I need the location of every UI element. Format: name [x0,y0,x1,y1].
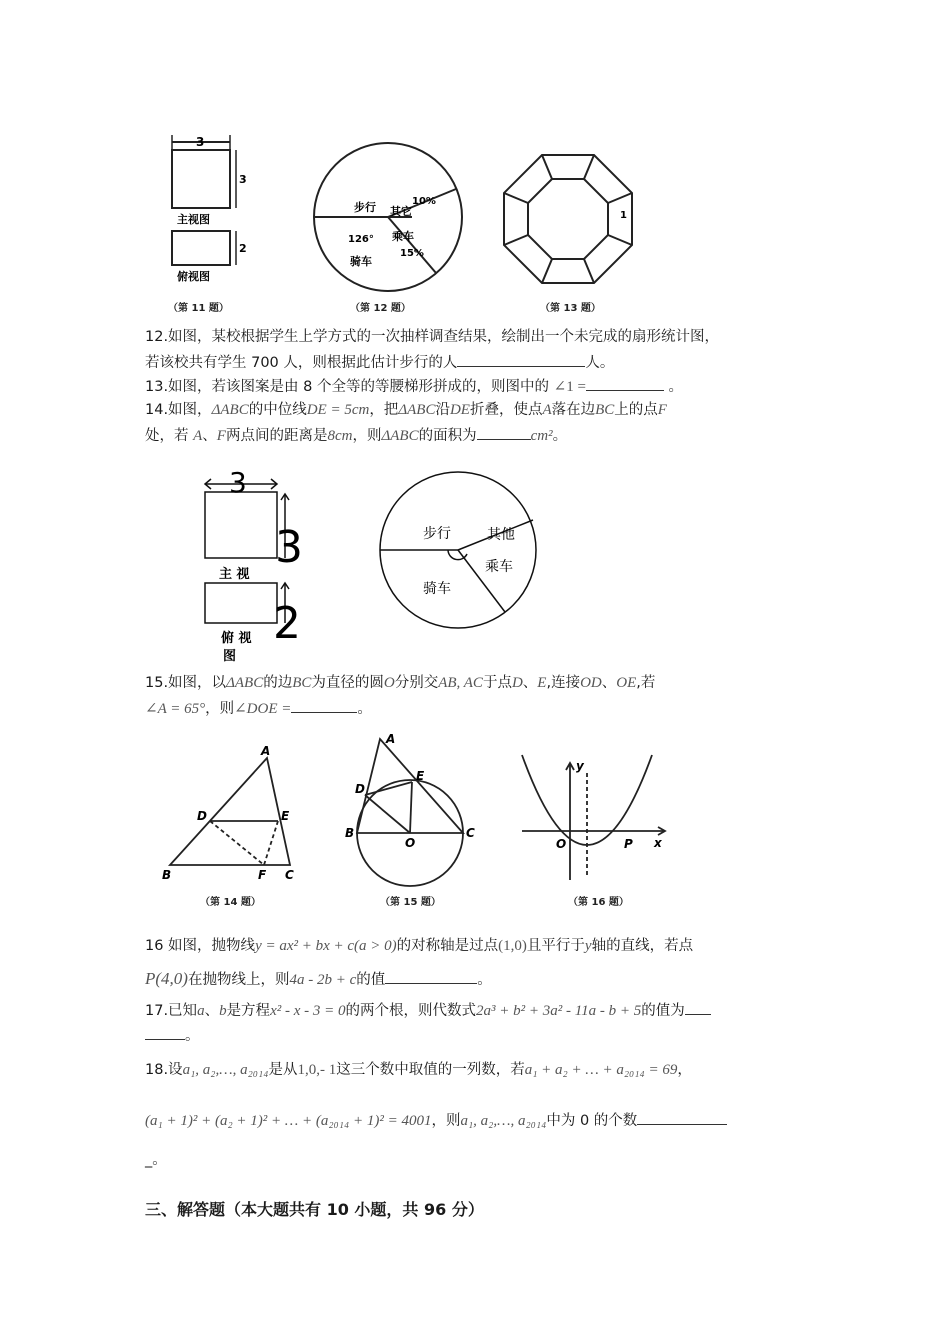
q15-m5: D [511,675,523,691]
q18-t5: ，则 [431,1113,461,1129]
q17-t5: 的值为 [641,1003,685,1019]
q15-m8: OE [616,675,637,691]
q12-text: 若该校共有学生 700 人，则根据此估计步行的人 [145,355,458,371]
q15-m2: BC [292,675,312,691]
q14-m12: cm² [530,428,553,444]
q18-m3: a₁ + a₂ + … + a₂₀₁₄ = 69 [524,1062,678,1078]
q14-m7: F [657,402,667,418]
q14-m6: BC [595,402,615,418]
fig13-octagon [504,155,632,283]
mid-dim-front: 3 [275,522,303,573]
q14-t7: 上的点 [614,402,658,418]
q14-t2: 的中位线 [248,402,307,418]
top-figures [150,125,650,320]
mid-bike: 骑车 [423,581,451,597]
q14-m5: A [542,402,552,418]
mid-dim-top: 3 [229,470,247,499]
q17-answer-blank-a[interactable] [685,1000,711,1015]
q15-t2: 的边 [263,675,293,691]
fig15-caption: （第 15 题） [380,897,441,908]
q18-m2: 1,0,- 1 [297,1062,337,1078]
mid-label-top2: 图 [223,649,237,664]
fig14-C: C [285,868,294,882]
q17-m2: b [219,1003,227,1019]
q14-t3: ，把 [369,402,399,418]
q17-answer-blank-b[interactable] [145,1025,185,1040]
fig13-caption: （第 13 题） [540,303,601,314]
fig15-B: B [345,826,355,840]
q17-m4: 2a³ + b² + 3a² - 11a - b + 5 [476,1003,642,1019]
fig15-D: D [355,782,365,796]
q15-answer-blank[interactable] [291,698,357,713]
q15-m4: AB, AC [438,675,483,691]
fig16-x: x [654,836,662,850]
q14-t13: 。 [552,428,568,444]
q15-t8: 、 [601,675,617,691]
q15-t3: 为直径的圆 [311,675,384,691]
q13-answer-blank[interactable] [586,376,664,391]
q15-t9: ,若 [636,675,656,691]
fig11-label-front: 主视图 [177,213,210,226]
fig16-O: O [556,837,567,851]
q14-t1: 14.如图， [145,402,212,418]
section-3-heading: 三、解答题（本大题共有 10 小题，共 96 分） [145,1200,484,1219]
q15-m3: O [383,675,395,691]
fig16-y: y [576,759,584,773]
q16-t2: 的对称轴是过点 [396,938,499,954]
q14-t10: 两点间的距离是 [225,428,328,444]
q18-m4: (a₁ + 1)² + (a₂ + 1)² + … + (a₂₀₁₄ + 1)² = 4001 [145,1113,432,1129]
q14-t5: 折叠，使点 [469,402,543,418]
fig11-label-top: 俯视图 [177,270,210,283]
q16-m2: (1,0) [498,938,527,954]
q12-answer-blank[interactable] [457,352,585,367]
q14-t6: 落在边 [551,402,596,418]
fig14-D: D [197,809,207,823]
q13-angle: ∠1 = [553,379,586,395]
q15-m1: ΔABC [226,675,264,691]
fig14 [170,758,290,865]
q16-line1 [145,936,693,956]
q15-m10: ∠DOE = [234,701,292,717]
q15-t7: ,连接 [546,675,581,691]
q17-line2 [145,1025,200,1046]
q14-answer-blank[interactable] [477,425,531,440]
fig11-dim-top: 3 [196,135,205,149]
fig11-dim-front: 3 [239,173,247,186]
low-figures [150,725,695,915]
q16-t5: 在抛物线上，则 [187,972,290,988]
mid-dim-topview: 2 [273,598,301,649]
q14-line1 [145,400,667,420]
fig15 [357,739,463,886]
fig12-walk: 步行 [354,201,376,214]
q14-t8: 处，若 [145,428,189,444]
fig11-dim-topview: 2 [239,242,247,255]
fig13-angle-label: 1 [620,210,627,221]
q14-t9: 、 [202,428,217,444]
fig14-E: E [281,809,290,823]
q18-t7: _。 [145,1152,167,1168]
fig14-A: A [261,744,271,758]
q17-t2: 、 [204,1003,220,1019]
mid-label-front: 主 视 [219,567,250,582]
q15-t6: 、 [522,675,538,691]
q17-m3: x² - x - 3 = 0 [270,1003,346,1019]
q16-t6: 的值 [356,972,386,988]
q14-m11: ΔABC [381,428,419,444]
q17-t3: 是方程 [226,1003,271,1019]
q16-answer-blank[interactable] [385,969,477,984]
fig12-caption: （第 12 题） [350,303,411,314]
q16-m3: y [584,938,592,954]
q14-m3: ΔABC [398,402,436,418]
fig14-B: B [162,868,172,882]
q18-t6: 中为 0 的个数 [546,1113,638,1129]
q14-m4: DE [449,402,470,418]
q18-t2: 是从 [268,1062,298,1078]
fig12-ride-pct: 15% [400,248,424,259]
fig14-caption: （第 14 题） [200,897,261,908]
q17-t6: 。 [185,1028,200,1044]
q12-line2 [145,352,614,373]
q18-t3: 这三个数中取值的一列数，若 [336,1062,525,1078]
q12-line1: 12.如图，某校根据学生上学方式的一次抽样调查结果，绘制出一个未完成的扇形统计图， [145,329,720,345]
q18-line3 [145,1150,167,1170]
q16-m1: y = ax² + bx + c(a > 0) [255,938,397,954]
q14-m8: A [193,428,203,444]
q18-t4: ， [677,1062,692,1078]
q18-m5: a₁, a₂,…, a₂₀₁₄ [460,1113,547,1129]
fig16 [522,755,665,880]
q14-t12: 的面积为 [418,428,477,444]
q13-tail: 。 [668,379,684,395]
mid-ride: 乘车 [485,559,513,575]
fig11 [172,135,236,265]
fig15-A: A [386,732,396,746]
q15-line1 [145,673,655,693]
fig16-P: P [624,837,633,851]
q14-m9: F [216,428,226,444]
q14-m10: 8cm [327,428,353,444]
q15-line2 [145,698,372,719]
q17-m1: a [197,1003,205,1019]
q16-t4: 轴的直线，若点 [591,938,694,954]
q15-m7: OD [580,675,602,691]
mid-pie [380,472,536,628]
fig16-caption: （第 16 题） [568,897,629,908]
fig12-bike: 骑车 [350,255,372,268]
q17-t1: 17.已知 [145,1003,198,1019]
q14-t4: 沿 [435,402,450,418]
q15-t5: 于点 [482,675,512,691]
q17-line1 [145,1000,711,1021]
q12-tail: 人。 [585,355,615,371]
q16-t1: 16 如图，抛物线 [145,938,256,954]
q15-t4: 分别交 [394,675,439,691]
q16-t7: 。 [477,972,492,988]
q15-t10: ，则 [205,701,235,717]
mid-other: 其他 [487,527,515,543]
fig12-angle: 126° [348,234,374,245]
q14-t11: ，则 [352,428,382,444]
q18-m1: a₁, a₂,…, a₂₀₁₄ [182,1062,269,1078]
fig11-caption: （第 11 题） [168,303,229,314]
mid-walk: 步行 [423,526,451,542]
fig12-other-pct: 10% [412,196,436,207]
q16-line2 [145,969,492,990]
mid-figures [195,470,555,670]
q15-m9: ∠A = 65° [145,701,206,717]
q14-m1: ΔABC [211,402,249,418]
fig15-C: C [466,826,475,840]
fig15-O: O [405,836,416,850]
q13-line [145,376,683,397]
q15-t11: 。 [357,701,372,717]
q18-t1: 18.设 [145,1062,183,1078]
q16-t3: 且平行于 [526,938,585,954]
q18-answer-blank[interactable] [637,1110,727,1125]
fig14-F: F [258,868,267,882]
q18-line2 [145,1110,727,1131]
q16-m4: P(4,0) [145,969,188,988]
q15-m6: E [537,675,547,691]
q14-line2 [145,425,567,446]
q16-m5: 4a - 2b + c [289,972,357,988]
mid-label-top1: 俯 视 [221,631,252,646]
q17-t4: 的两个根，则代数式 [345,1003,476,1019]
q15-t1: 15.如图，以 [145,675,227,691]
fig12-pie [314,143,462,291]
q18-line1 [145,1060,692,1080]
q13-text: 13.如图，若该图案是由 8 个全等的等腰梯形拼成的，则图中的 [145,379,550,395]
fig12-ride: 乘车 [392,230,414,243]
q14-m2: DE = 5cm [306,402,370,418]
fig15-E: E [416,769,425,783]
fig12-other: 其它 [390,205,412,218]
